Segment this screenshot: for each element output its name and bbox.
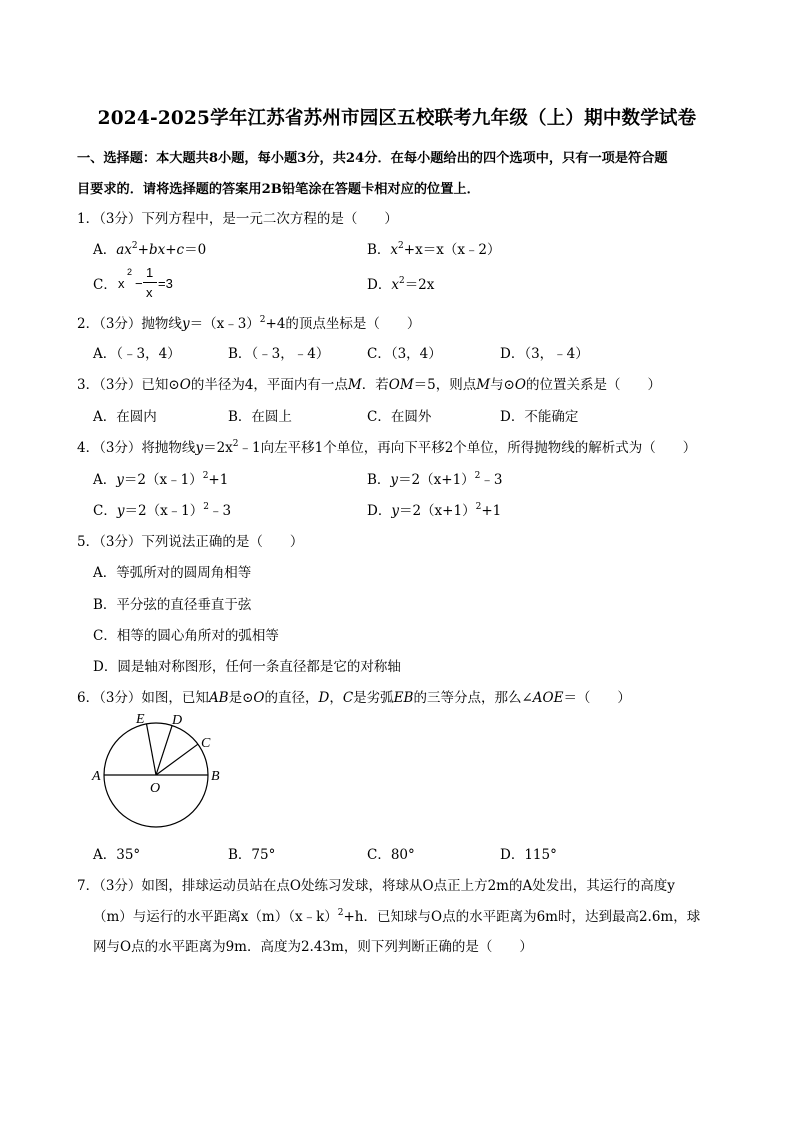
radius-od: [156, 726, 172, 775]
q1-option-b: B．$x^2+x=x(x﹣2)$: [367, 241, 501, 258]
radius-oe: [147, 724, 157, 775]
q2-option-d: D．（3，﹣4）: [500, 346, 589, 362]
label-d: D: [172, 713, 183, 728]
label-o: O: [150, 781, 161, 796]
q5-option-a: A．等弧所对的圆周角相等: [93, 565, 252, 581]
q3-option-c: C．在圆外: [367, 409, 432, 425]
q1-option-c-eq: =3: [158, 276, 173, 291]
label-a: A: [92, 769, 101, 784]
q1-option-a: A．$ax^2+bx+c=0$: [93, 241, 207, 258]
section-instructions-line1: 一、选择题：本大题共8小题，每小题3分，共24分．在每小题给出的四个选项中，只有一项是符合题: [77, 151, 668, 166]
q1-option-c-den: x: [146, 285, 153, 300]
q1-option-c-fraction-bar: [143, 282, 157, 283]
label-e: E: [136, 712, 145, 727]
q6-option-a: A．35°: [93, 847, 141, 863]
q7-line3: 网与O点的水平距离为9m．高度为2.43m，则下列判断正确的是（ ）: [93, 939, 533, 955]
q1-stem: 1．（3分）下列方程中，是一元二次方程的是（ ）: [77, 211, 398, 227]
q6-circle-diagram: [88, 708, 228, 840]
q2-option-a: A．（﹣3，4）: [93, 346, 181, 362]
label-c: C: [201, 736, 211, 751]
section-instructions-line2: 目要求的．请将选择题的答案用2B铅笔涂在答题卡相对应的位置上．: [77, 182, 480, 197]
q2-option-c: C．（3，4）: [367, 346, 442, 362]
q3-option-b: B．在圆上: [228, 409, 292, 425]
q1-option-c-num: 1: [146, 265, 154, 280]
q1-option-d: D．$x^2=2x$: [367, 276, 435, 293]
radius-oc: [156, 744, 198, 775]
q4-option-b: B．$y=2(x+1)^2﹣3$: [367, 471, 503, 488]
q5-stem: 5．（3分）下列说法正确的是（ ）: [77, 534, 304, 550]
q2-stem: 2．（3分）抛物线y＝（x﹣3）$^2$+4的顶点坐标是（ ）: [77, 315, 421, 332]
q4-option-c: C．y＝2（x﹣1）$^2$﹣3: [93, 502, 232, 519]
q3-stem: 3．（3分）已知⊙O的半径为4，平面内有一点M．若OM＝5，则点M与⊙O的位置关系是（ ）: [77, 377, 661, 393]
q6-stem: 6．（3分）如图，已知AB是⊙O的直径，D，C是劣弧EB的三等分点，那么∠AOE＝（ ）: [77, 690, 631, 706]
q7-line2: （m）与运行的水平距离x（m）（x﹣k）$^2$+h．已知球与O点的水平距离为6m时，达到最高2.6m，球: [93, 908, 701, 925]
q4-stem: 4．（3分）将抛物线$y=2x^2﹣1$向左平移1个单位，再向下平移2个单位，所得抛物线的解析式为（ ）: [77, 439, 697, 456]
label-b: B: [211, 769, 220, 784]
page-title: 2024-2025学年江苏省苏州市园区五校联考九年级（上）期中数学试卷: [97, 108, 697, 129]
q1-option-c-x: x: [118, 276, 125, 291]
q1-option-c-exp: 2: [127, 267, 133, 277]
q6-option-c: C．80°: [367, 847, 415, 863]
q4-option-a: A．y＝2（x﹣1）$^2$+1: [93, 471, 229, 488]
q5-option-c: C．相等的圆心角所对的弧相等: [93, 628, 279, 644]
q1-option-c-minus: −: [135, 276, 143, 291]
q1-option-c: C．: [93, 277, 117, 293]
q4-option-d: D．$y=2(x+1)^2+1$: [367, 502, 502, 519]
q6-option-b: B．75°: [228, 847, 276, 863]
q7-line1: 7．（3分）如图，排球运动员站在点O处练习发球，将球从O点正上方2m的A处发出，其运行的高度y: [77, 878, 675, 894]
q5-option-b: B．平分弦的直径垂直于弦: [93, 597, 252, 613]
q2-option-b: B．（﹣3，﹣4）: [228, 346, 330, 362]
q5-option-d: D．圆是轴对称图形，任何一条直径都是它的对称轴: [93, 659, 401, 675]
q3-option-a: A．在圆内: [93, 409, 157, 425]
q6-option-d: D．115°: [500, 847, 557, 863]
q3-option-d: D．不能确定: [500, 409, 579, 425]
